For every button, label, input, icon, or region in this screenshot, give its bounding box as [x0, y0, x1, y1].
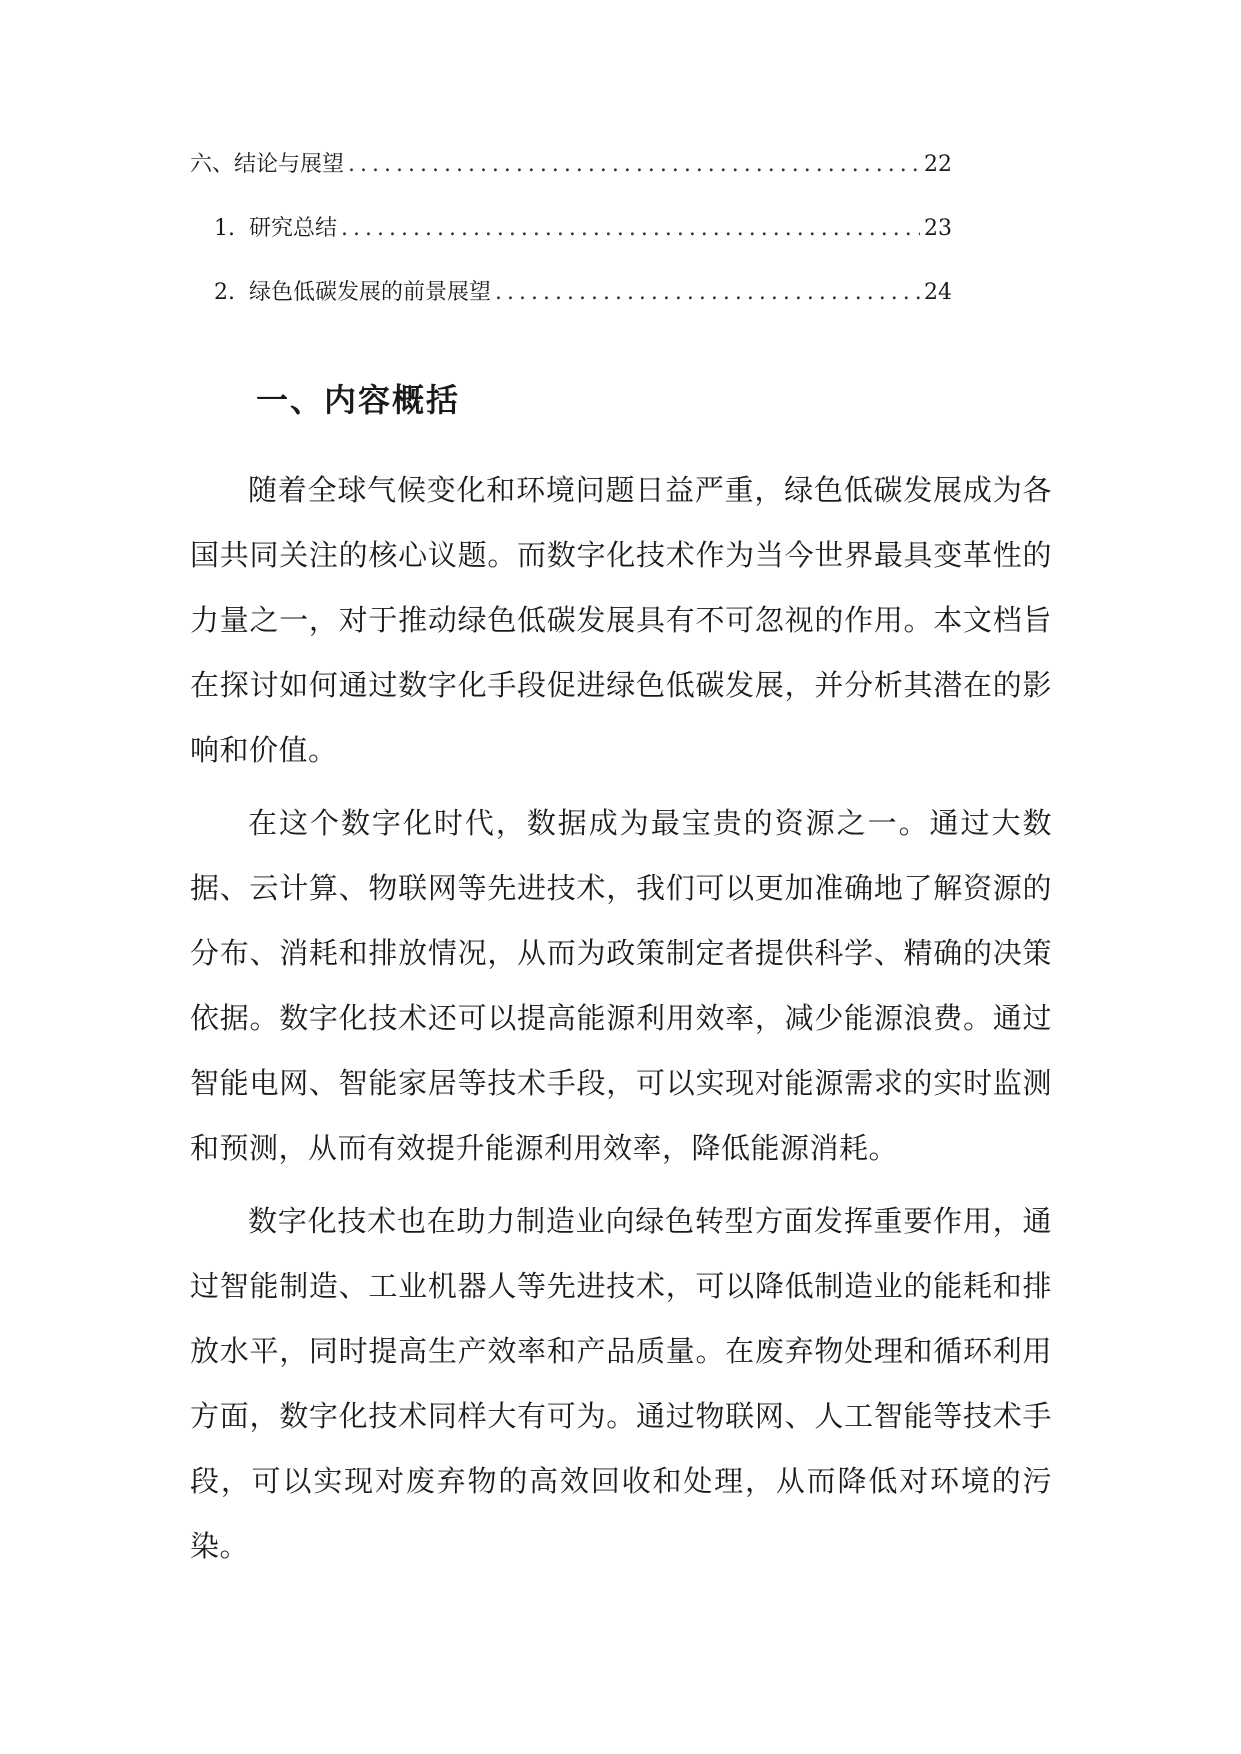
body-paragraph: 随着全球气候变化和环境问题日益严重，绿色低碳发展成为各国共同关注的核心议题。而数字化技术作为当今世界最具变革性的力量之一，对于推动绿色低碳发展具有不可忽视的作用。本文档旨在探讨如何通过数字化手段促进绿色低碳发展，并分析其潜在的影响和价值。 [190, 473, 1052, 767]
toc-entry-page: 22 [924, 152, 952, 177]
body-paragraph: 数字化技术也在助力制造业向绿色转型方面发挥重要作用，通过智能制造、工业机器人等先进技术，可以降低制造业的能耗和排放水平，同时提高生产效率和产品质量。在废弃物处理和循环利用方面，数字化技术同样大有可为。通过物联网、人工智能等技术手段，可以实现对废弃物的高效回收和处理，从而降低对环境的污染。 [190, 1204, 1052, 1563]
toc-entry-number: 2. [214, 280, 235, 305]
toc-entry-number: 1. [214, 216, 235, 241]
toc-entry-page: 24 [924, 280, 952, 305]
toc-entry-page: 23 [924, 216, 952, 241]
table-of-contents [190, 145, 952, 337]
toc-entry-title: 研究总结 [249, 216, 338, 241]
toc-entry-title: 六、结论与展望 [190, 152, 345, 177]
toc-leader-dots [495, 273, 920, 313]
toc-entry[interactable] [190, 145, 952, 209]
toc-entry-title: 绿色低碳发展的前景展望 [249, 280, 492, 305]
toc-leader-dots [341, 209, 920, 249]
section-heading: 一、内容概括 [256, 381, 461, 419]
toc-leader-dots [348, 145, 920, 185]
toc-entry[interactable] [190, 209, 952, 273]
body-paragraph: 在这个数字化时代，数据成为最宝贵的资源之一。通过大数据、云计算、物联网等先进技术，我们可以更加准确地了解资源的分布、消耗和排放情况，从而为政策制定者提供科学、精确的决策依据。数字化技术还可以提高能源利用效率，减少能源浪费。通过智能电网、智能家居等技术手段，可以实现对能源需求的实时监测和预测，从而有效提升能源利用效率，降低能源消耗。 [190, 806, 1052, 1165]
section-body [190, 458, 1052, 1579]
toc-entry[interactable] [190, 273, 952, 337]
